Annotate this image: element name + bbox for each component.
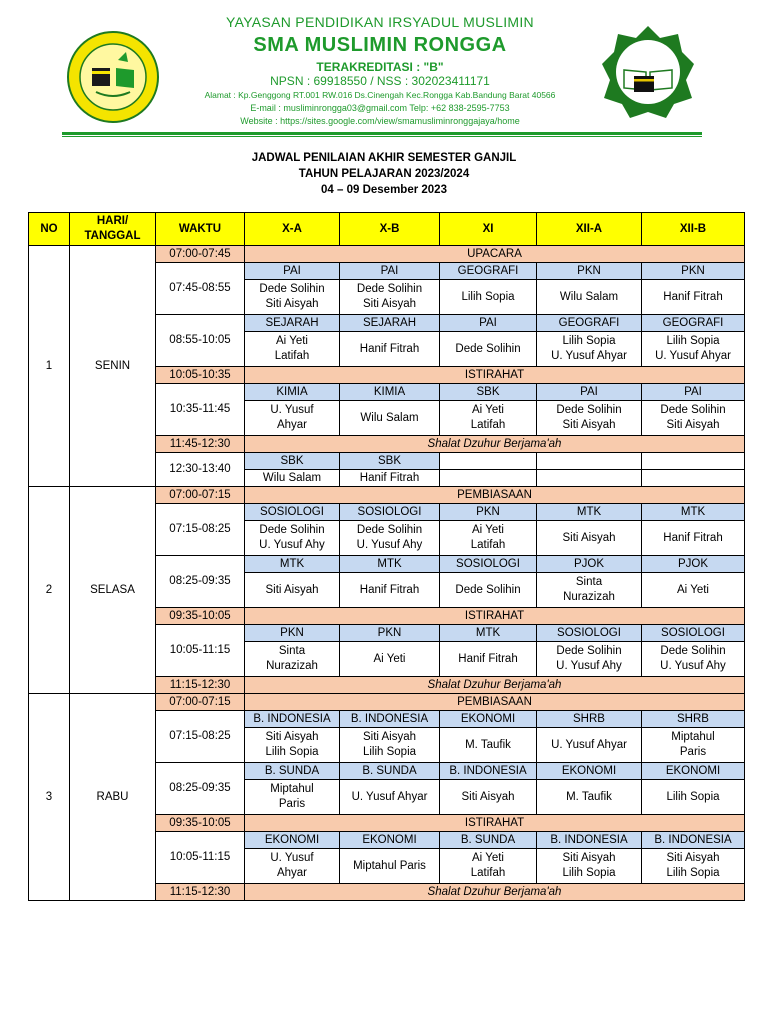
special-row (29, 694, 745, 711)
teacher-cell: Siti Aisyah Lilih Sopia (340, 728, 440, 763)
subject-cell: PJOK (642, 556, 745, 573)
divider-line (62, 136, 702, 137)
time-cell: 10:05-11:15 (156, 832, 245, 884)
subject-cell: PKN (642, 263, 745, 280)
subject-cell: PAI (340, 263, 440, 280)
subject-cell: SEJARAH (340, 315, 440, 332)
table-header-row (29, 213, 745, 246)
activity-cell: PEMBIASAAN (245, 694, 745, 711)
teacher-cell: Hanif Fitrah (642, 280, 745, 315)
day-number: 3 (29, 694, 70, 901)
school-logo (600, 24, 696, 120)
time-cell: 09:35-10:05 (156, 608, 245, 625)
time-cell: 08:25-09:35 (156, 556, 245, 608)
day-name: RABU (70, 694, 156, 901)
teacher-cell: Dede Solihin (440, 332, 537, 367)
day-number: 2 (29, 487, 70, 694)
time-cell: 07:00-07:45 (156, 246, 245, 263)
subject-cell (537, 453, 642, 470)
subject-cell: SOSIOLOGI (642, 625, 745, 642)
teacher-cell: Miptahul Paris (340, 849, 440, 884)
teacher-cell: Siti Aisyah Lilih Sopia (642, 849, 745, 884)
time-cell: 10:35-11:45 (156, 384, 245, 436)
teacher-cell: Ai Yeti Latifah (440, 401, 537, 436)
accreditation: TERAKREDITASI : "B" (316, 60, 444, 74)
teacher-cell: Ai Yeti Latifah (440, 849, 537, 884)
subject-cell: KIMIA (340, 384, 440, 401)
teacher-cell: Dede Solihin U. Yusuf Ahy (537, 642, 642, 677)
activity-cell: Shalat Dzuhur Berjama'ah (245, 677, 745, 694)
subject-cell: SHRB (537, 711, 642, 728)
subject-cell: MTK (340, 556, 440, 573)
subject-cell: B. SUNDA (440, 832, 537, 849)
special-row (29, 487, 745, 504)
foundation-logo (66, 30, 160, 124)
subject-cell: KIMIA (245, 384, 340, 401)
column-header: X-B (340, 213, 440, 246)
subject-cell: PKN (340, 625, 440, 642)
subject-cell: SOSIOLOGI (440, 556, 537, 573)
teacher-cell: U. Yusuf Ahyar (245, 401, 340, 436)
teacher-cell: Siti Aisyah Lilih Sopia (537, 849, 642, 884)
teacher-cell: Hanif Fitrah (340, 332, 440, 367)
teacher-cell: Siti Aisyah (245, 573, 340, 608)
subject-cell: PJOK (537, 556, 642, 573)
time-cell: 12:30-13:40 (156, 453, 245, 487)
activity-cell: ISTIRAHAT (245, 815, 745, 832)
column-header: X-A (245, 213, 340, 246)
subject-cell: PAI (245, 263, 340, 280)
subject-cell: PKN (245, 625, 340, 642)
teacher-cell: Dede Solihin (440, 573, 537, 608)
title-line: 04 – 09 Desember 2023 (321, 184, 447, 196)
exam-schedule-table (28, 212, 745, 901)
subject-cell (642, 453, 745, 470)
teacher-cell: Hanif Fitrah (440, 642, 537, 677)
subject-cell: PAI (440, 315, 537, 332)
teacher-cell: Lilih Sopia (642, 780, 745, 815)
column-header: NO (29, 213, 70, 246)
teacher-cell: Hanif Fitrah (340, 573, 440, 608)
school-name: SMA MUSLIMIN RONGGA (253, 34, 507, 56)
title-line: TAHUN PELAJARAN 2023/2024 (298, 168, 470, 180)
subject-cell: B. SUNDA (245, 763, 340, 780)
subject-cell: PKN (440, 504, 537, 521)
teacher-cell: Sinta Nurazizah (537, 573, 642, 608)
teacher-cell: U. Yusuf Ahyar (537, 728, 642, 763)
day-number: 1 (29, 246, 70, 487)
teacher-cell: Lilih Sopia U. Yusuf Ahyar (642, 332, 745, 367)
column-header: XII-B (642, 213, 745, 246)
teacher-cell: Hanif Fitrah (642, 521, 745, 556)
teacher-cell: U. Yusuf Ahyar (340, 780, 440, 815)
time-cell: 10:05-10:35 (156, 367, 245, 384)
subject-cell: EKONOMI (537, 763, 642, 780)
teacher-cell: Miptahul Paris (642, 728, 745, 763)
subject-cell: SHRB (642, 711, 745, 728)
subject-cell: B. INDONESIA (340, 711, 440, 728)
teacher-cell: Dede Solihin U. Yusuf Ahy (642, 642, 745, 677)
school-website: Website : https://sites.google.com/view/smamusliminronggajaya/home (240, 116, 520, 126)
subject-cell: MTK (440, 625, 537, 642)
teacher-cell: Dede Solihin U. Yusuf Ahy (245, 521, 340, 556)
teacher-cell: Dede Solihin Siti Aisyah (245, 280, 340, 315)
subject-cell: B. SUNDA (340, 763, 440, 780)
teacher-cell: Hanif Fitrah (340, 470, 440, 487)
teacher-cell: Siti Aisyah (537, 521, 642, 556)
column-header: HARI/ TANGGAL (70, 213, 156, 246)
time-cell: 08:55-10:05 (156, 315, 245, 367)
divider-line (62, 132, 702, 135)
day-name: SELASA (70, 487, 156, 694)
time-cell: 11:15-12:30 (156, 677, 245, 694)
teacher-cell: Dede Solihin Siti Aisyah (340, 280, 440, 315)
subject-cell: PKN (537, 263, 642, 280)
subject-cell: MTK (245, 556, 340, 573)
teacher-cell: Wilu Salam (340, 401, 440, 436)
subject-cell: EKONOMI (340, 832, 440, 849)
activity-cell: UPACARA (245, 246, 745, 263)
teacher-cell: U. Yusuf Ahyar (245, 849, 340, 884)
subject-cell: GEOGRAFI (537, 315, 642, 332)
letterhead (0, 0, 768, 140)
school-address: Alamat : Kp.Genggong RT.001 RW.016 Ds.Cinengah Kec.Rongga Kab.Bandung Barat 40566 (204, 90, 556, 100)
subject-cell: SBK (440, 384, 537, 401)
foundation-name: YAYASAN PENDIDIKAN IRSYADUL MUSLIMIN (226, 14, 534, 30)
teacher-cell: Ai Yeti Latifah (245, 332, 340, 367)
subject-cell: GEOGRAFI (440, 263, 537, 280)
subject-cell: SOSIOLOGI (245, 504, 340, 521)
subject-cell (440, 453, 537, 470)
special-row (29, 246, 745, 263)
subject-cell: B. INDONESIA (440, 763, 537, 780)
activity-cell: ISTIRAHAT (245, 608, 745, 625)
document-title (0, 150, 768, 198)
teacher-cell: M. Taufik (537, 780, 642, 815)
activity-cell: ISTIRAHAT (245, 367, 745, 384)
subject-cell: EKONOMI (440, 711, 537, 728)
time-cell: 07:45-08:55 (156, 263, 245, 315)
subject-cell: GEOGRAFI (642, 315, 745, 332)
subject-cell: B. INDONESIA (642, 832, 745, 849)
teacher-cell (642, 470, 745, 487)
activity-cell: Shalat Dzuhur Berjama'ah (245, 884, 745, 901)
subject-cell: SOSIOLOGI (537, 625, 642, 642)
teacher-cell: Dede Solihin Siti Aisyah (537, 401, 642, 436)
time-cell: 07:00-07:15 (156, 694, 245, 711)
subject-cell: SEJARAH (245, 315, 340, 332)
teacher-cell: Lilih Sopia U. Yusuf Ahyar (537, 332, 642, 367)
teacher-cell: Wilu Salam (537, 280, 642, 315)
time-cell: 10:05-11:15 (156, 625, 245, 677)
teacher-cell: Miptahul Paris (245, 780, 340, 815)
teacher-cell: M. Taufik (440, 728, 537, 763)
teacher-cell: Siti Aisyah Lilih Sopia (245, 728, 340, 763)
teacher-cell: Ai Yeti (340, 642, 440, 677)
teacher-cell: Ai Yeti Latifah (440, 521, 537, 556)
subject-cell: B. INDONESIA (537, 832, 642, 849)
time-cell: 07:15-08:25 (156, 711, 245, 763)
day-name: SENIN (70, 246, 156, 487)
time-cell: 11:15-12:30 (156, 884, 245, 901)
subject-cell: MTK (642, 504, 745, 521)
column-header: WAKTU (156, 213, 245, 246)
subject-cell: EKONOMI (642, 763, 745, 780)
subject-cell: EKONOMI (245, 832, 340, 849)
subject-cell: B. INDONESIA (245, 711, 340, 728)
teacher-cell: Siti Aisyah (440, 780, 537, 815)
npsn-nss: NPSN : 69918550 / NSS : 302023411171 (270, 74, 490, 88)
subject-cell: MTK (537, 504, 642, 521)
subject-cell: PAI (537, 384, 642, 401)
teacher-cell: Lilih Sopia (440, 280, 537, 315)
teacher-cell: Wilu Salam (245, 470, 340, 487)
teacher-cell: Ai Yeti (642, 573, 745, 608)
time-cell: 11:45-12:30 (156, 436, 245, 453)
teacher-cell: Sinta Nurazizah (245, 642, 340, 677)
subject-cell: SBK (245, 453, 340, 470)
teacher-cell: Dede Solihin Siti Aisyah (642, 401, 745, 436)
subject-cell: SBK (340, 453, 440, 470)
title-line: JADWAL PENILAIAN AKHIR SEMESTER GANJIL (251, 152, 517, 164)
column-header: XII-A (537, 213, 642, 246)
column-header: XI (440, 213, 537, 246)
subject-cell: SOSIOLOGI (340, 504, 440, 521)
teacher-cell (537, 470, 642, 487)
time-cell: 08:25-09:35 (156, 763, 245, 815)
teacher-cell (440, 470, 537, 487)
time-cell: 09:35-10:05 (156, 815, 245, 832)
teacher-cell: Dede Solihin U. Yusuf Ahy (340, 521, 440, 556)
activity-cell: PEMBIASAAN (245, 487, 745, 504)
time-cell: 07:15-08:25 (156, 504, 245, 556)
school-email: E-mail : musliminrongga03@gmail.com Telp: +62 838-2595-7753 (250, 103, 510, 113)
subject-cell: PAI (642, 384, 745, 401)
time-cell: 07:00-07:15 (156, 487, 245, 504)
activity-cell: Shalat Dzuhur Berjama'ah (245, 436, 745, 453)
